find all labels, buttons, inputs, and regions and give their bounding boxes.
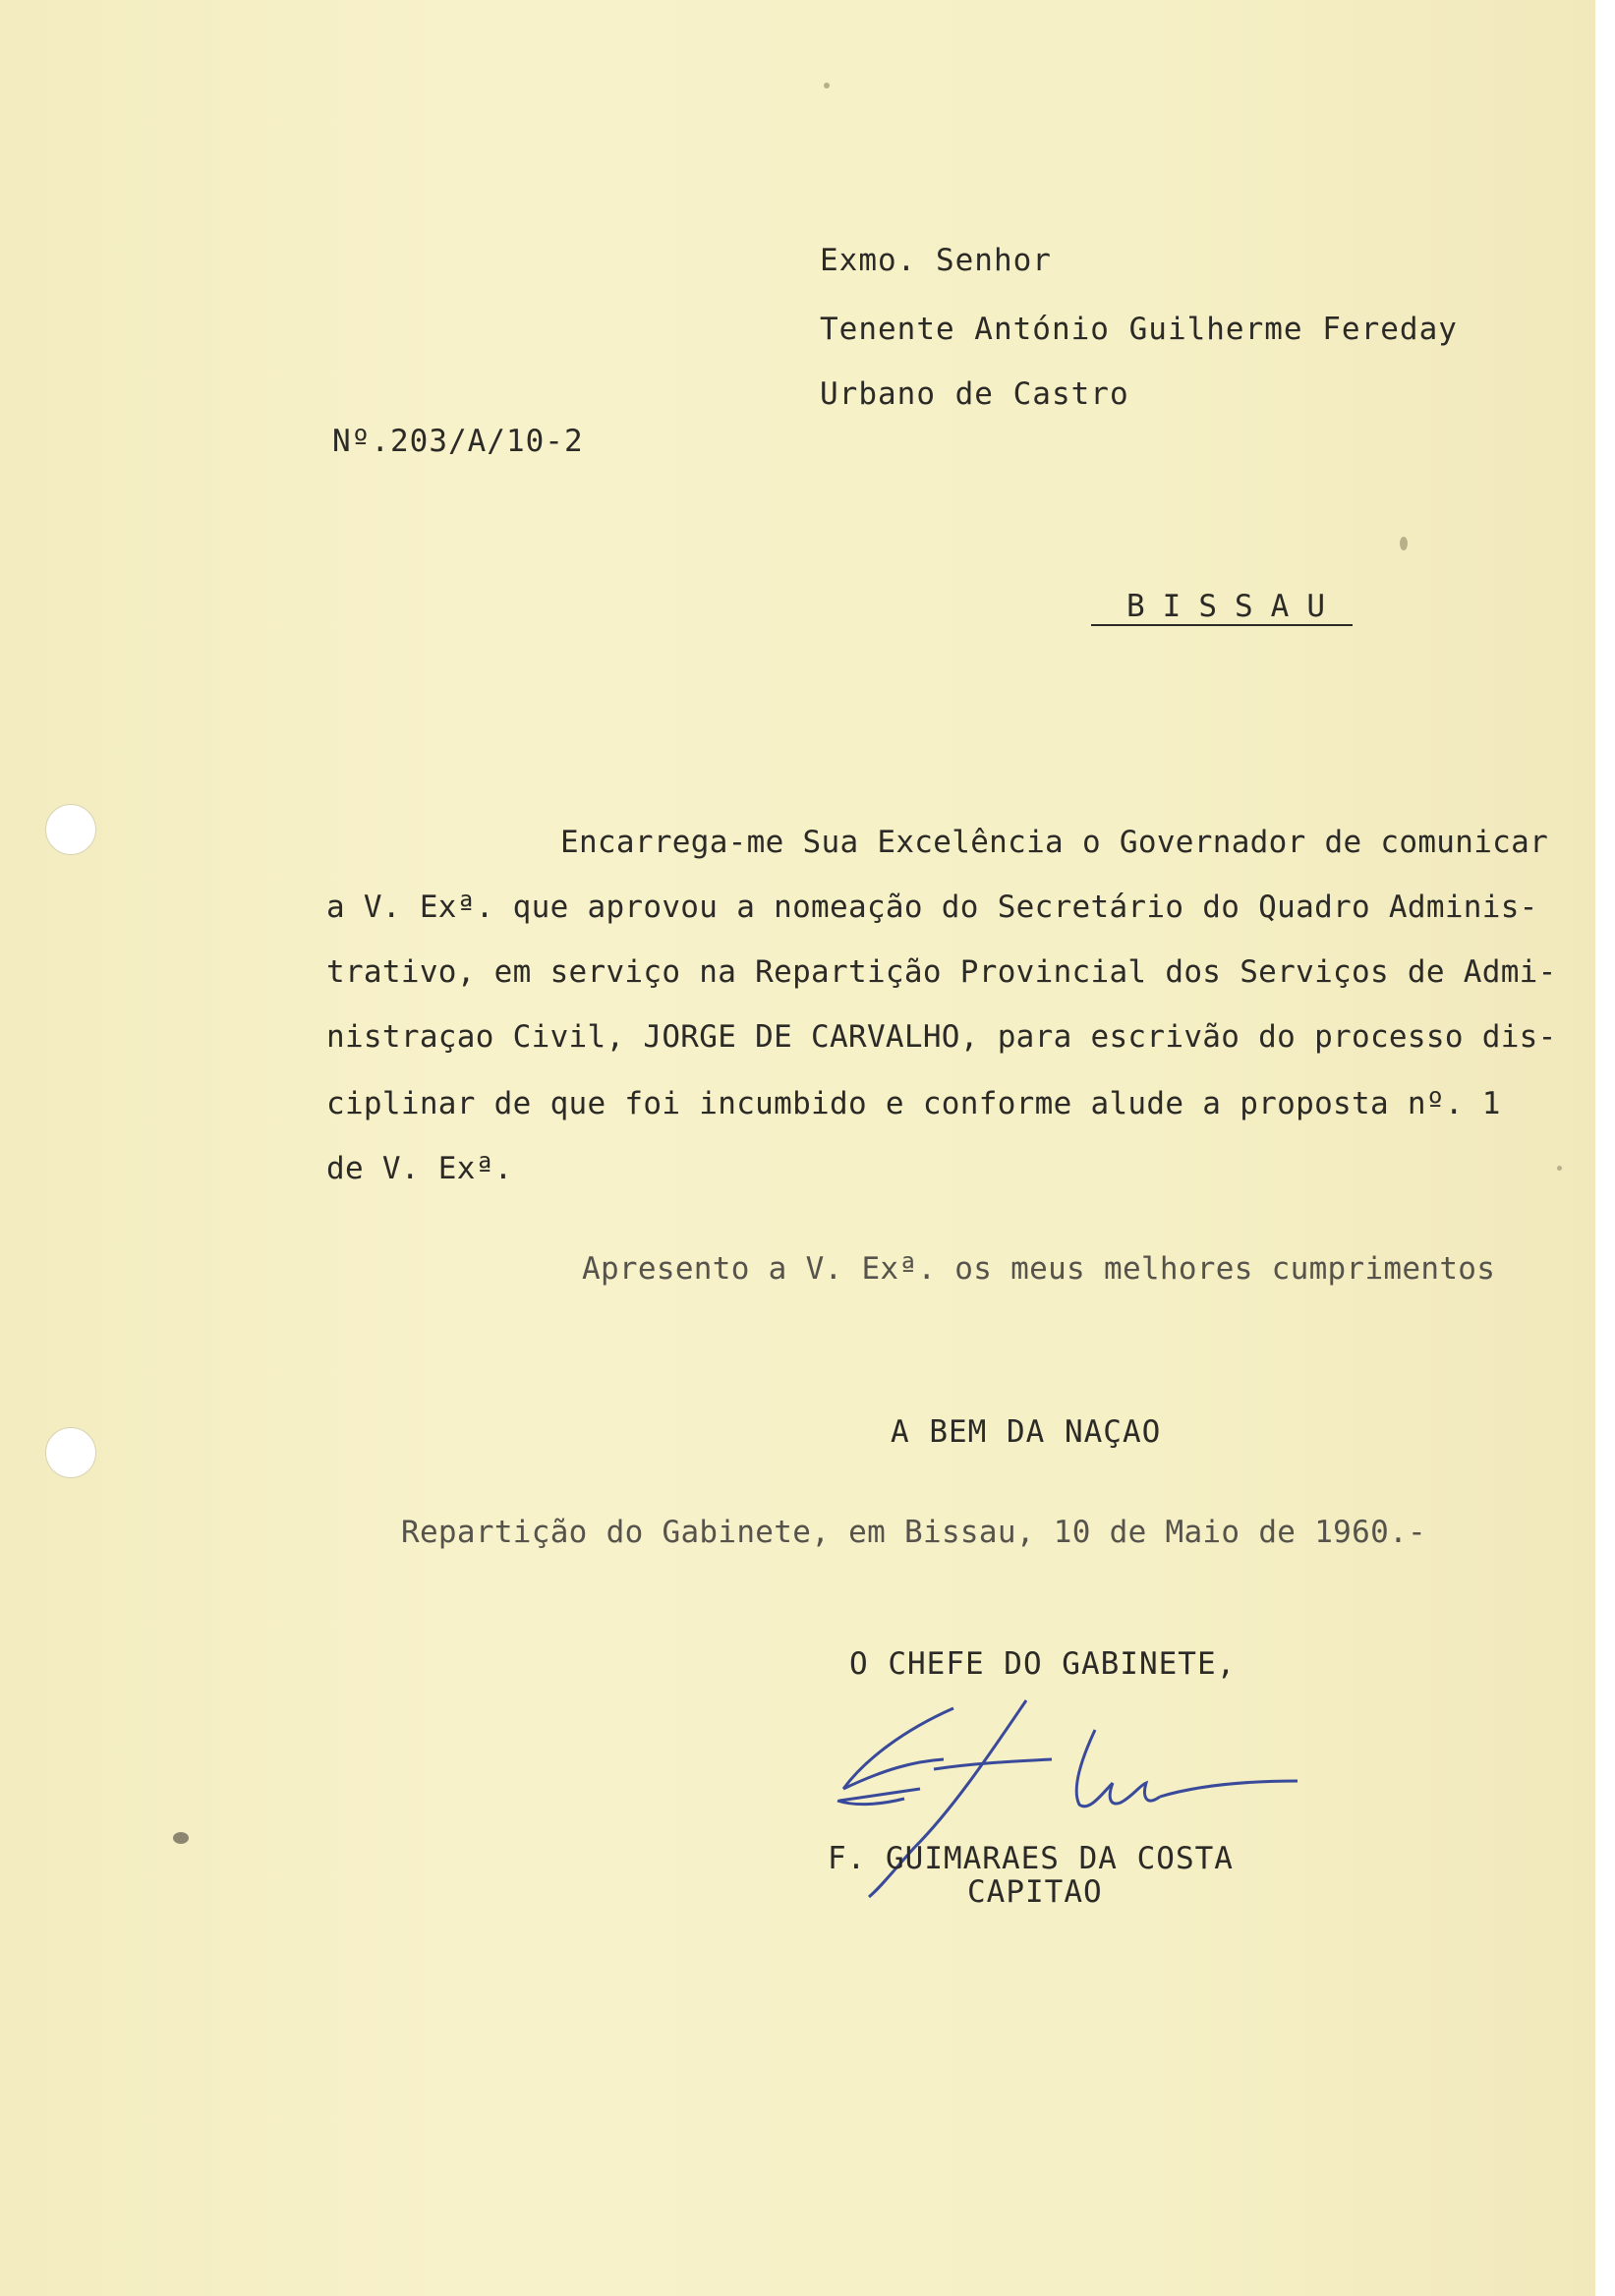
- body-line-4: nistraçao Civil, JORGE DE CARVALHO, para escrivão do processo dis-: [326, 1019, 1557, 1055]
- paper-speck: [173, 1832, 189, 1844]
- reference-number: Nº.203/A/10-2: [332, 424, 584, 459]
- recipient-line-3: Urbano de Castro: [820, 376, 1129, 412]
- signatory-name: F. GUIMARAES DA COSTA: [828, 1841, 1234, 1876]
- place-and-date: Repartição do Gabinete, em Bissau, 10 de Maio de 1960.-: [401, 1515, 1426, 1550]
- recipient-line-1: Exmo. Senhor: [820, 243, 1052, 278]
- closing-line: Apresento a V. Exª. os meus melhores cumprimentos: [582, 1251, 1496, 1287]
- body-line-3: trativo, em serviço na Repartição Provincial dos Serviços de Admi-: [326, 954, 1557, 990]
- punch-hole-top: [45, 804, 96, 855]
- motto: A BEM DA NAÇAO: [891, 1414, 1162, 1450]
- punch-hole-bottom: [45, 1427, 96, 1478]
- paper-speck: [1400, 537, 1408, 550]
- signatory-title: O CHEFE DO GABINETE,: [849, 1646, 1237, 1682]
- signatory-rank: CAPITAO: [967, 1874, 1103, 1910]
- body-line-6: de V. Exª.: [326, 1151, 513, 1186]
- body-line-5: ciplinar de que foi incumbido e conforme alude a proposta nº. 1: [326, 1086, 1501, 1121]
- body-line-1: Encarrega-me Sua Excelência o Governador de comunicar: [560, 825, 1549, 860]
- paper-speck: [1557, 1166, 1562, 1171]
- paper-speck: [824, 83, 830, 88]
- city-heading: BISSAU: [1091, 592, 1353, 626]
- recipient-line-2: Tenente António Guilherme Fereday: [820, 312, 1458, 347]
- body-line-2: a V. Exª. que aprovou a nomeação do Secretário do Quadro Adminis-: [326, 890, 1538, 925]
